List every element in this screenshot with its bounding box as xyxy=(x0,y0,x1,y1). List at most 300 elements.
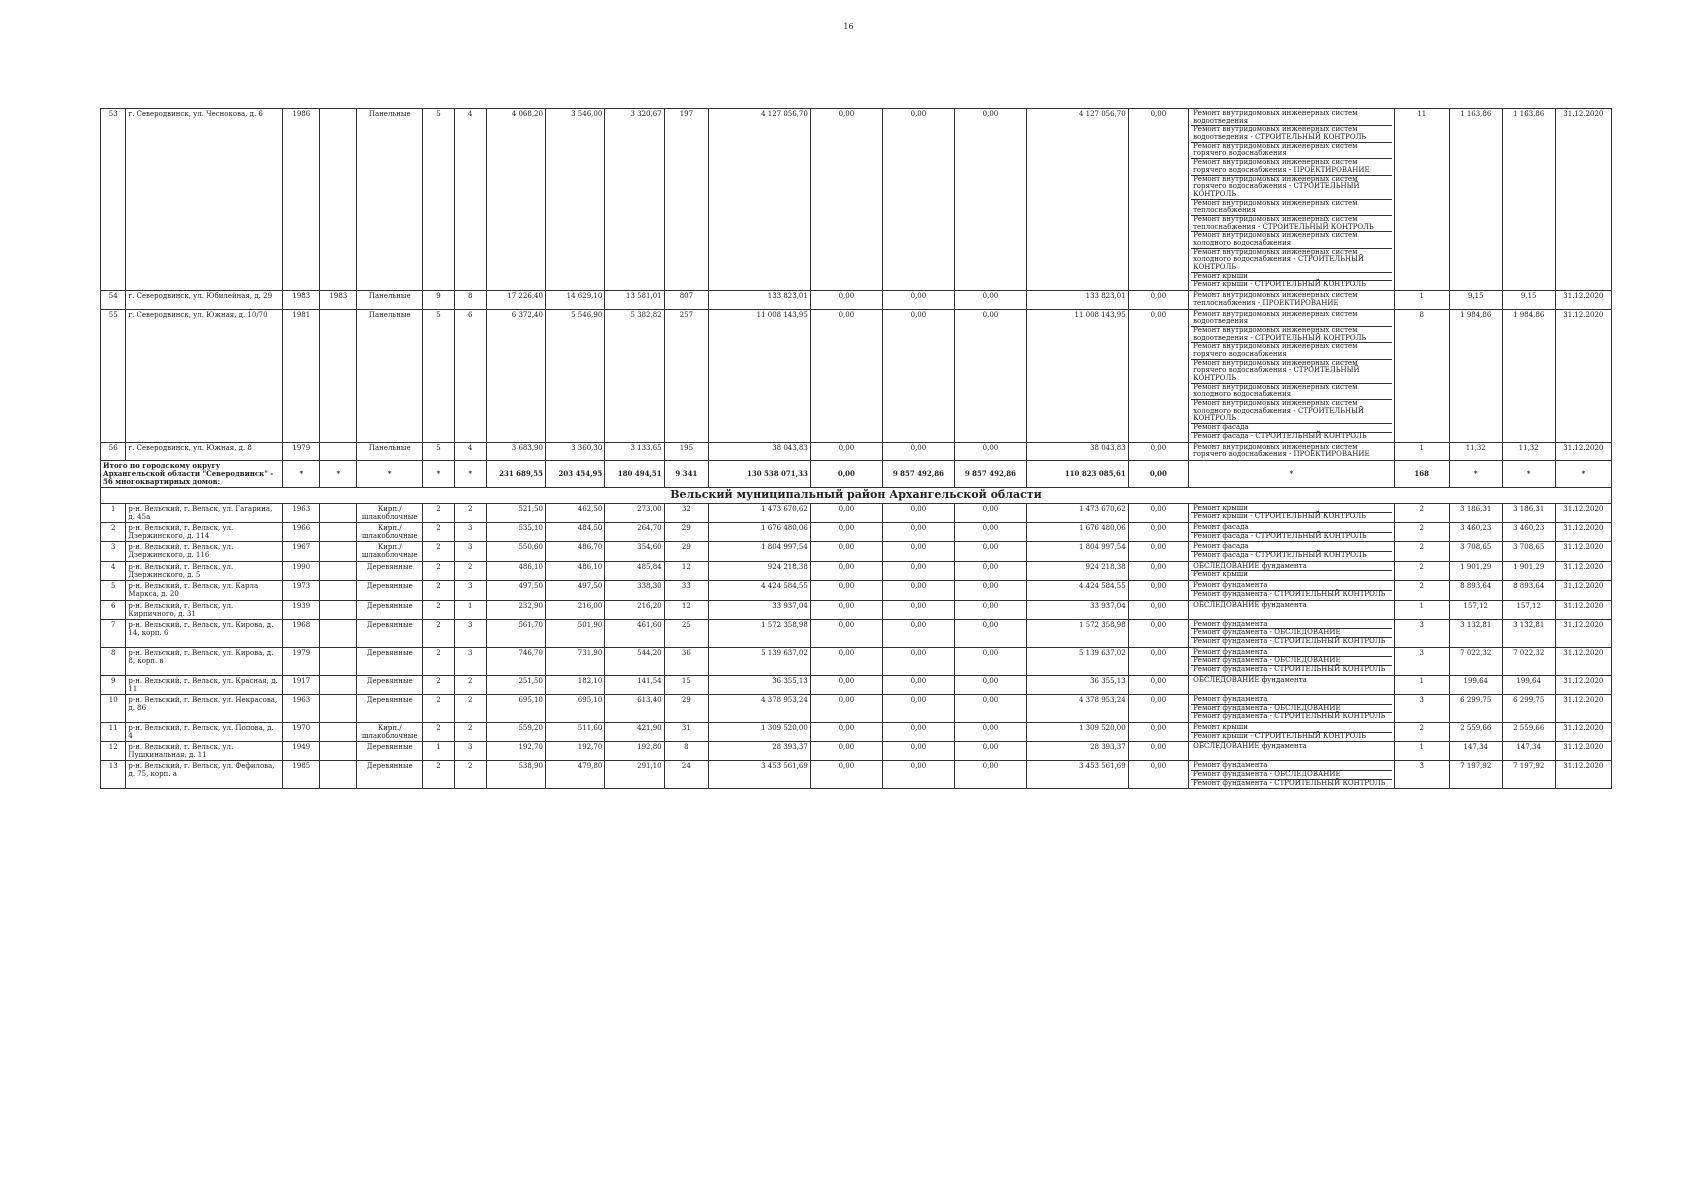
fund-local-cell: 0,00 xyxy=(954,561,1026,580)
deadline-cell: 31.12.2020 xyxy=(1555,442,1611,460)
total-area-cell: 535,10 xyxy=(486,523,545,542)
total-cell: * xyxy=(1502,460,1555,487)
fund-local-cell: 0,00 xyxy=(954,309,1026,442)
residential-area-cell: 479,80 xyxy=(545,761,604,789)
wall-material-cell: Панельные xyxy=(357,309,423,442)
wall-material-cell: Кирп./ шлакоблочные xyxy=(357,503,423,522)
work-item: ОБСЛЕДОВАНИЕ фундамента xyxy=(1193,600,1307,609)
fund-regional-cell: 0,00 xyxy=(882,600,954,619)
row-number-cell: 10 xyxy=(101,694,126,722)
total-cost-cell: 1 309 520,00 xyxy=(709,722,811,741)
wall-material-cell: Деревянные xyxy=(357,600,423,619)
row-number-cell: 4 xyxy=(101,561,126,580)
residential-area-cell: 695,10 xyxy=(545,694,604,722)
work-item: Ремонт внутридомовых инженерных систем горячего водоснабжения xyxy=(1191,143,1392,159)
fund-federal-cell: 0,00 xyxy=(810,600,882,619)
work-item: Ремонт фундамента - СТРОИТЕЛЬНЫЙ КОНТРОЛЬ xyxy=(1193,712,1386,721)
fund-regional-cell: 0,00 xyxy=(882,742,954,761)
fund-other-cell: 0,00 xyxy=(1128,503,1188,522)
fund-federal-cell: 0,00 xyxy=(810,309,882,442)
year-commission-cell xyxy=(320,600,357,619)
work-item: Ремонт крыши xyxy=(1191,273,1392,282)
table-row xyxy=(101,442,1612,460)
entrances-cell: 2 xyxy=(454,761,486,789)
deadline-cell: 31.12.2020 xyxy=(1555,761,1611,789)
floors-cell: 2 xyxy=(423,761,455,789)
wall-material-cell: Панельные xyxy=(357,442,423,460)
year-commission-cell xyxy=(320,442,357,460)
total-cell: 203 454,95 xyxy=(545,460,604,487)
year-commission-cell: 1983 xyxy=(320,291,357,309)
total-area-cell: 4 068,20 xyxy=(486,109,545,291)
deadline-cell: 31.12.2020 xyxy=(1555,503,1611,522)
works-cell xyxy=(1189,742,1395,761)
private-area-cell: 461,60 xyxy=(605,619,664,647)
deadline-cell: 31.12.2020 xyxy=(1555,109,1611,291)
row-number-cell: 13 xyxy=(101,761,126,789)
wall-material-cell: Кирп./ шлакоблочные xyxy=(357,722,423,741)
works-cell xyxy=(1189,722,1395,741)
fund-owners-cell: 133 823,01 xyxy=(1026,291,1128,309)
year-built-cell: 1981 xyxy=(283,309,320,442)
fund-local-cell: 0,00 xyxy=(954,503,1026,522)
work-item: Ремонт внутридомовых инженерных систем водоотведения xyxy=(1191,110,1392,126)
floors-cell: 2 xyxy=(423,675,455,694)
unit-cost-cell: 8 893,64 xyxy=(1449,581,1502,600)
fund-other-cell: 0,00 xyxy=(1128,561,1188,580)
residential-area-cell: 501,90 xyxy=(545,619,604,647)
residents-cell: 33 xyxy=(664,581,709,600)
max-cost-cell: 1 901,29 xyxy=(1502,561,1555,580)
table-row xyxy=(101,761,1612,789)
work-item: Ремонт внутридомовых инженерных систем горячего водоснабжения - ПРОЕКТИРОВАНИЕ xyxy=(1193,442,1370,459)
wall-material-cell: Деревянные xyxy=(357,619,423,647)
total-cost-cell: 5 139 637,02 xyxy=(709,647,811,675)
floors-cell: 2 xyxy=(423,694,455,722)
total-area-cell: 3 683,90 xyxy=(486,442,545,460)
residents-cell: 29 xyxy=(664,523,709,542)
total-cost-cell: 38 043,83 xyxy=(709,442,811,460)
works-cell xyxy=(1189,675,1395,694)
private-area-cell: 613,40 xyxy=(605,694,664,722)
section-title: Вельский муниципальный район Архангельской области xyxy=(101,488,1612,504)
total-cost-cell: 1 473 670,62 xyxy=(709,503,811,522)
work-item: Ремонт внутридомовых инженерных систем водоотведения - СТРОИТЕЛЬНЫЙ КОНТРОЛЬ xyxy=(1191,327,1392,343)
max-cost-cell: 1 984,86 xyxy=(1502,309,1555,442)
unit-cost-cell: 157,12 xyxy=(1449,600,1502,619)
residential-area-cell: 731,90 xyxy=(545,647,604,675)
works-cell xyxy=(1189,442,1395,460)
unit-cost-cell: 7 197,92 xyxy=(1449,761,1502,789)
fund-owners-cell: 36 355,13 xyxy=(1026,675,1128,694)
private-area-cell: 141,54 xyxy=(605,675,664,694)
fund-owners-cell: 1 676 480,06 xyxy=(1026,523,1128,542)
fund-regional-cell: 0,00 xyxy=(882,523,954,542)
unit-cost-cell: 3 132,81 xyxy=(1449,619,1502,647)
year-commission-cell xyxy=(320,722,357,741)
private-area-cell: 421,90 xyxy=(605,722,664,741)
count-cell: 1 xyxy=(1394,442,1449,460)
works-cell xyxy=(1189,503,1395,522)
fund-local-cell: 0,00 xyxy=(954,722,1026,741)
residential-area-cell: 486,10 xyxy=(545,561,604,580)
total-cell: 9 857 492,86 xyxy=(954,460,1026,487)
total-area-cell: 521,50 xyxy=(486,503,545,522)
max-cost-cell: 8 893,64 xyxy=(1502,581,1555,600)
work-item: Ремонт фасада - СТРОИТЕЛЬНЫЙ КОНТРОЛЬ xyxy=(1193,431,1367,440)
year-built-cell: 1939 xyxy=(283,600,320,619)
max-cost-cell: 9,15 xyxy=(1502,291,1555,309)
residential-area-cell: 484,50 xyxy=(545,523,604,542)
fund-regional-cell: 0,00 xyxy=(882,442,954,460)
deadline-cell: 31.12.2020 xyxy=(1555,619,1611,647)
fund-federal-cell: 0,00 xyxy=(810,291,882,309)
works-cell xyxy=(1189,561,1395,580)
unit-cost-cell: 3 186,31 xyxy=(1449,503,1502,522)
deadline-cell: 31.12.2020 xyxy=(1555,309,1611,442)
year-built-cell: 1966 xyxy=(283,523,320,542)
fund-local-cell: 0,00 xyxy=(954,581,1026,600)
total-cost-cell: 3 453 561,69 xyxy=(709,761,811,789)
work-item: Ремонт внутридомовых инженерных систем теплоснабжения - ПРОЕКТИРОВАНИЕ xyxy=(1193,291,1358,307)
row-number-cell: 56 xyxy=(101,442,126,460)
year-built-cell: 1967 xyxy=(283,542,320,561)
address-cell: г. Северодвинск, ул. Южная, д. 8 xyxy=(126,442,283,460)
work-item: Ремонт фасада xyxy=(1191,524,1392,533)
row-number-cell: 12 xyxy=(101,742,126,761)
residential-area-cell: 216,00 xyxy=(545,600,604,619)
year-commission-cell xyxy=(320,542,357,561)
fund-local-cell: 0,00 xyxy=(954,291,1026,309)
work-item: Ремонт фундамента - СТРОИТЕЛЬНЫЙ КОНТРОЛЬ xyxy=(1193,665,1386,674)
address-cell: г. Северодвинск, ул. Чеснокова, д. 6 xyxy=(126,109,283,291)
deadline-cell: 31.12.2020 xyxy=(1555,581,1611,600)
max-cost-cell: 11,32 xyxy=(1502,442,1555,460)
table-row xyxy=(101,291,1612,309)
total-area-cell: 695,10 xyxy=(486,694,545,722)
works-cell xyxy=(1189,309,1395,442)
address-cell: р-н. Вельский, г. Вельск, ул. Кирова, д. 14, корп. 6 xyxy=(126,619,283,647)
count-cell: 3 xyxy=(1394,619,1449,647)
fund-other-cell: 0,00 xyxy=(1128,291,1188,309)
address-cell: г. Северодвинск, ул. Южная, д. 10/70 xyxy=(126,309,283,442)
work-item: ОБСЛЕДОВАНИЕ фундамента xyxy=(1193,675,1307,684)
work-item: Ремонт фасада - СТРОИТЕЛЬНЫЙ КОНТРОЛЬ xyxy=(1193,531,1367,540)
wall-material-cell: Деревянные xyxy=(357,761,423,789)
address-cell: р-н. Вельский, г. Вельск, ул. Красная, д. 11 xyxy=(126,675,283,694)
year-built-cell: 1949 xyxy=(283,742,320,761)
fund-regional-cell: 0,00 xyxy=(882,542,954,561)
entrances-cell: 1 xyxy=(454,600,486,619)
fund-regional-cell: 0,00 xyxy=(882,109,954,291)
work-item: Ремонт фундамента - ОБСЛЕДОВАНИЕ xyxy=(1191,771,1392,780)
unit-cost-cell: 147,34 xyxy=(1449,742,1502,761)
fund-federal-cell: 0,00 xyxy=(810,722,882,741)
fund-federal-cell: 0,00 xyxy=(810,619,882,647)
works-cell xyxy=(1189,647,1395,675)
count-cell: 3 xyxy=(1394,694,1449,722)
address-cell: р-н. Вельский, г. Вельск, ул. Некрасова, д. 86 xyxy=(126,694,283,722)
total-cell: 110 823 085,61 xyxy=(1026,460,1128,487)
entrances-cell: 3 xyxy=(454,742,486,761)
floors-cell: 2 xyxy=(423,619,455,647)
fund-other-cell: 0,00 xyxy=(1128,742,1188,761)
residential-area-cell: 511,60 xyxy=(545,722,604,741)
max-cost-cell: 2 559,66 xyxy=(1502,722,1555,741)
address-cell: р-н. Вельский, г. Вельск, ул. Карла Маркса, д. 20 xyxy=(126,581,283,600)
deadline-cell: 31.12.2020 xyxy=(1555,600,1611,619)
residents-cell: 25 xyxy=(664,619,709,647)
fund-local-cell: 0,00 xyxy=(954,442,1026,460)
total-cell: 168 xyxy=(1394,460,1449,487)
wall-material-cell: Деревянные xyxy=(357,742,423,761)
count-cell: 1 xyxy=(1394,600,1449,619)
max-cost-cell: 3 460,23 xyxy=(1502,523,1555,542)
year-built-cell: 1917 xyxy=(283,675,320,694)
deadline-cell: 31.12.2020 xyxy=(1555,647,1611,675)
work-item: Ремонт фундамента - СТРОИТЕЛЬНЫЙ КОНТРОЛЬ xyxy=(1193,589,1386,598)
floors-cell: 9 xyxy=(423,291,455,309)
work-item: Ремонт внутридомовых инженерных систем горячего водоснабжения - СТРОИТЕЛЬНЫЙ КОНТРОЛЬ xyxy=(1191,176,1392,200)
fund-owners-cell: 11 008 143,95 xyxy=(1026,309,1128,442)
year-commission-cell xyxy=(320,694,357,722)
year-commission-cell xyxy=(320,503,357,522)
residents-cell: 29 xyxy=(664,694,709,722)
max-cost-cell: 3 132,81 xyxy=(1502,619,1555,647)
unit-cost-cell: 7 022,32 xyxy=(1449,647,1502,675)
work-item: Ремонт фундамента xyxy=(1191,582,1392,591)
deadline-cell: 31.12.2020 xyxy=(1555,742,1611,761)
entrances-cell: 2 xyxy=(454,503,486,522)
table-row xyxy=(101,542,1612,561)
fund-other-cell: 0,00 xyxy=(1128,647,1188,675)
wall-material-cell: Деревянные xyxy=(357,675,423,694)
total-cell: 0,00 xyxy=(1128,460,1188,487)
year-commission-cell xyxy=(320,675,357,694)
address-cell: р-н. Вельский, г. Вельск, ул. Гагарина, д. 45а xyxy=(126,503,283,522)
count-cell: 2 xyxy=(1394,561,1449,580)
unit-cost-cell: 3 708,65 xyxy=(1449,542,1502,561)
residents-cell: 12 xyxy=(664,561,709,580)
unit-cost-cell: 199,64 xyxy=(1449,675,1502,694)
total-area-cell: 486,10 xyxy=(486,561,545,580)
address-cell: р-н. Вельский, г. Вельск, ул. Кирова, д. 8, корп. в xyxy=(126,647,283,675)
row-number-cell: 1 xyxy=(101,503,126,522)
total-cell: * xyxy=(454,460,486,487)
year-built-cell: 1985 xyxy=(283,761,320,789)
total-area-cell: 561,70 xyxy=(486,619,545,647)
fund-owners-cell: 1 804 997,54 xyxy=(1026,542,1128,561)
total-area-cell: 232,90 xyxy=(486,600,545,619)
total-cell: 9 341 xyxy=(664,460,709,487)
count-cell: 2 xyxy=(1394,722,1449,741)
row-number-cell: 3 xyxy=(101,542,126,561)
residents-cell: 15 xyxy=(664,675,709,694)
fund-regional-cell: 0,00 xyxy=(882,581,954,600)
work-item: Ремонт фундамента xyxy=(1191,696,1392,705)
work-item: Ремонт внутридомовых инженерных систем холодного водоснабжения - СТРОИТЕЛЬНЫЙ КОНТРОЛЬ xyxy=(1191,400,1392,424)
fund-owners-cell: 4 378 953,24 xyxy=(1026,694,1128,722)
address-cell: р-н. Вельский, г. Вельск, ул. Дзержинского, д. 116 xyxy=(126,542,283,561)
works-cell xyxy=(1189,291,1395,309)
fund-other-cell: 0,00 xyxy=(1128,761,1188,789)
fund-federal-cell: 0,00 xyxy=(810,542,882,561)
total-cost-cell: 33 937,04 xyxy=(709,600,811,619)
residents-cell: 32 xyxy=(664,503,709,522)
year-built-cell: 1973 xyxy=(283,581,320,600)
work-item: Ремонт фасада xyxy=(1191,424,1392,433)
fund-federal-cell: 0,00 xyxy=(810,442,882,460)
year-commission-cell xyxy=(320,109,357,291)
address-cell: р-н. Вельский, г. Вельск, ул. Пушкинальная, д. 11 xyxy=(126,742,283,761)
fund-federal-cell: 0,00 xyxy=(810,647,882,675)
works-cell xyxy=(1189,109,1395,291)
entrances-cell: 3 xyxy=(454,647,486,675)
work-item: Ремонт внутридомовых инженерных систем горячего водоснабжения - ПРОЕКТИРОВАНИЕ xyxy=(1191,159,1392,175)
floors-cell: 2 xyxy=(423,503,455,522)
work-item: Ремонт внутридомовых инженерных систем холодного водоснабжения xyxy=(1191,232,1392,248)
works-cell xyxy=(1189,761,1395,789)
work-item: Ремонт фундамента - СТРОИТЕЛЬНЫЙ КОНТРОЛЬ xyxy=(1193,637,1386,645)
fund-other-cell: 0,00 xyxy=(1128,109,1188,291)
total-area-cell: 550,60 xyxy=(486,542,545,561)
count-cell: 1 xyxy=(1394,675,1449,694)
total-cell: 130 538 071,33 xyxy=(709,460,811,487)
residential-area-cell: 497,50 xyxy=(545,581,604,600)
table-row xyxy=(101,600,1612,619)
address-cell: р-н. Вельский, г. Вельск, ул. Попова, д. 4 xyxy=(126,722,283,741)
total-area-cell: 538,90 xyxy=(486,761,545,789)
table-row xyxy=(101,722,1612,741)
address-cell: р-н. Вельский, г. Вельск, ул. Кирпичного, д. 31 xyxy=(126,600,283,619)
floors-cell: 5 xyxy=(423,109,455,291)
floors-cell: 2 xyxy=(423,600,455,619)
work-item: Ремонт внутридомовых инженерных систем холодного водоснабжения - СТРОИТЕЛЬНЫЙ КОНТРОЛЬ xyxy=(1191,249,1392,273)
deadline-cell: 31.12.2020 xyxy=(1555,542,1611,561)
works-cell xyxy=(1189,523,1395,542)
total-cell: * xyxy=(357,460,423,487)
year-built-cell: 1990 xyxy=(283,561,320,580)
work-item: Ремонт крыши xyxy=(1191,724,1392,733)
residents-cell: 12 xyxy=(664,600,709,619)
work-item: Ремонт внутридомовых инженерных систем водоотведения - СТРОИТЕЛЬНЫЙ КОНТРОЛЬ xyxy=(1191,126,1392,142)
private-area-cell: 354,60 xyxy=(605,542,664,561)
max-cost-cell: 3 708,65 xyxy=(1502,542,1555,561)
table-row xyxy=(101,647,1612,675)
total-cell: * xyxy=(320,460,357,487)
work-item: Ремонт внутридомовых инженерных систем горячего водоснабжения xyxy=(1191,343,1392,359)
unit-cost-cell: 2 559,66 xyxy=(1449,722,1502,741)
table-row xyxy=(101,109,1612,291)
residential-area-cell: 14 629,10 xyxy=(545,291,604,309)
year-built-cell: 1970 xyxy=(283,722,320,741)
year-commission-cell xyxy=(320,523,357,542)
residents-cell: 197 xyxy=(664,109,709,291)
row-number-cell: 8 xyxy=(101,647,126,675)
count-cell: 2 xyxy=(1394,542,1449,561)
residents-cell: 24 xyxy=(664,761,709,789)
residents-cell: 8 xyxy=(664,742,709,761)
fund-owners-cell: 1 473 670,62 xyxy=(1026,503,1128,522)
table-row xyxy=(101,503,1612,522)
table-row xyxy=(101,675,1612,694)
total-label: Итого по городскому округу Архангельской области "Северодвинск" - 56 многоквартирных домов: xyxy=(101,460,283,487)
private-area-cell: 5 382,82 xyxy=(605,309,664,442)
fund-regional-cell: 0,00 xyxy=(882,309,954,442)
year-commission-cell xyxy=(320,647,357,675)
deadline-cell: 31.12.2020 xyxy=(1555,291,1611,309)
deadline-cell: 31.12.2020 xyxy=(1555,675,1611,694)
work-item: Ремонт фасада - СТРОИТЕЛЬНЫЙ КОНТРОЛЬ xyxy=(1193,551,1367,560)
total-cell: * xyxy=(283,460,320,487)
max-cost-cell: 199,64 xyxy=(1502,675,1555,694)
entrances-cell: 2 xyxy=(454,722,486,741)
year-commission-cell xyxy=(320,742,357,761)
fund-other-cell: 0,00 xyxy=(1128,442,1188,460)
work-item: Ремонт фундамента xyxy=(1191,649,1392,658)
table-row xyxy=(101,619,1612,647)
total-area-cell: 497,50 xyxy=(486,581,545,600)
total-cost-cell: 1 572 358,98 xyxy=(709,619,811,647)
entrances-cell: 8 xyxy=(454,291,486,309)
fund-federal-cell: 0,00 xyxy=(810,503,882,522)
fund-local-cell: 0,00 xyxy=(954,600,1026,619)
year-built-cell: 1968 xyxy=(283,619,320,647)
work-item: Ремонт фасада xyxy=(1191,543,1392,552)
private-area-cell: 338,30 xyxy=(605,581,664,600)
row-number-cell: 7 xyxy=(101,619,126,647)
entrances-cell: 3 xyxy=(454,581,486,600)
wall-material-cell: Деревянные xyxy=(357,561,423,580)
fund-federal-cell: 0,00 xyxy=(810,581,882,600)
work-item: Ремонт фундамента xyxy=(1191,621,1392,630)
total-cell: 231 689,55 xyxy=(486,460,545,487)
floors-cell: 2 xyxy=(423,647,455,675)
year-built-cell: 1963 xyxy=(283,694,320,722)
fund-regional-cell: 0,00 xyxy=(882,291,954,309)
residential-area-cell: 3 546,00 xyxy=(545,109,604,291)
fund-local-cell: 0,00 xyxy=(954,742,1026,761)
row-number-cell: 5 xyxy=(101,581,126,600)
work-item: Ремонт крыши - СТРОИТЕЛЬНЫЙ КОНТРОЛЬ xyxy=(1193,731,1366,740)
floors-cell: 5 xyxy=(423,442,455,460)
total-area-cell: 192,70 xyxy=(486,742,545,761)
fund-regional-cell: 0,00 xyxy=(882,561,954,580)
table-row xyxy=(101,561,1612,580)
count-cell: 11 xyxy=(1394,109,1449,291)
year-commission-cell xyxy=(320,309,357,442)
entrances-cell: 2 xyxy=(454,694,486,722)
unit-cost-cell: 1 901,29 xyxy=(1449,561,1502,580)
table-row xyxy=(101,309,1612,442)
fund-federal-cell: 0,00 xyxy=(810,761,882,789)
count-cell: 2 xyxy=(1394,581,1449,600)
residential-area-cell: 192,70 xyxy=(545,742,604,761)
address-cell: р-н. Вельский, г. Вельск, ул. Дзержинского, д. 5 xyxy=(126,561,283,580)
unit-cost-cell: 9,15 xyxy=(1449,291,1502,309)
fund-federal-cell: 0,00 xyxy=(810,675,882,694)
row-number-cell: 54 xyxy=(101,291,126,309)
residential-area-cell: 5 546,90 xyxy=(545,309,604,442)
fund-local-cell: 0,00 xyxy=(954,523,1026,542)
private-area-cell: 264,70 xyxy=(605,523,664,542)
fund-federal-cell: 0,00 xyxy=(810,109,882,291)
total-cell: 0,00 xyxy=(810,460,882,487)
fund-other-cell: 0,00 xyxy=(1128,675,1188,694)
residential-area-cell: 462,50 xyxy=(545,503,604,522)
work-item: ОБСЛЕДОВАНИЕ фундамента xyxy=(1193,742,1307,751)
work-item: Ремонт фундамента - СТРОИТЕЛЬНЫЙ КОНТРОЛЬ xyxy=(1193,778,1386,787)
